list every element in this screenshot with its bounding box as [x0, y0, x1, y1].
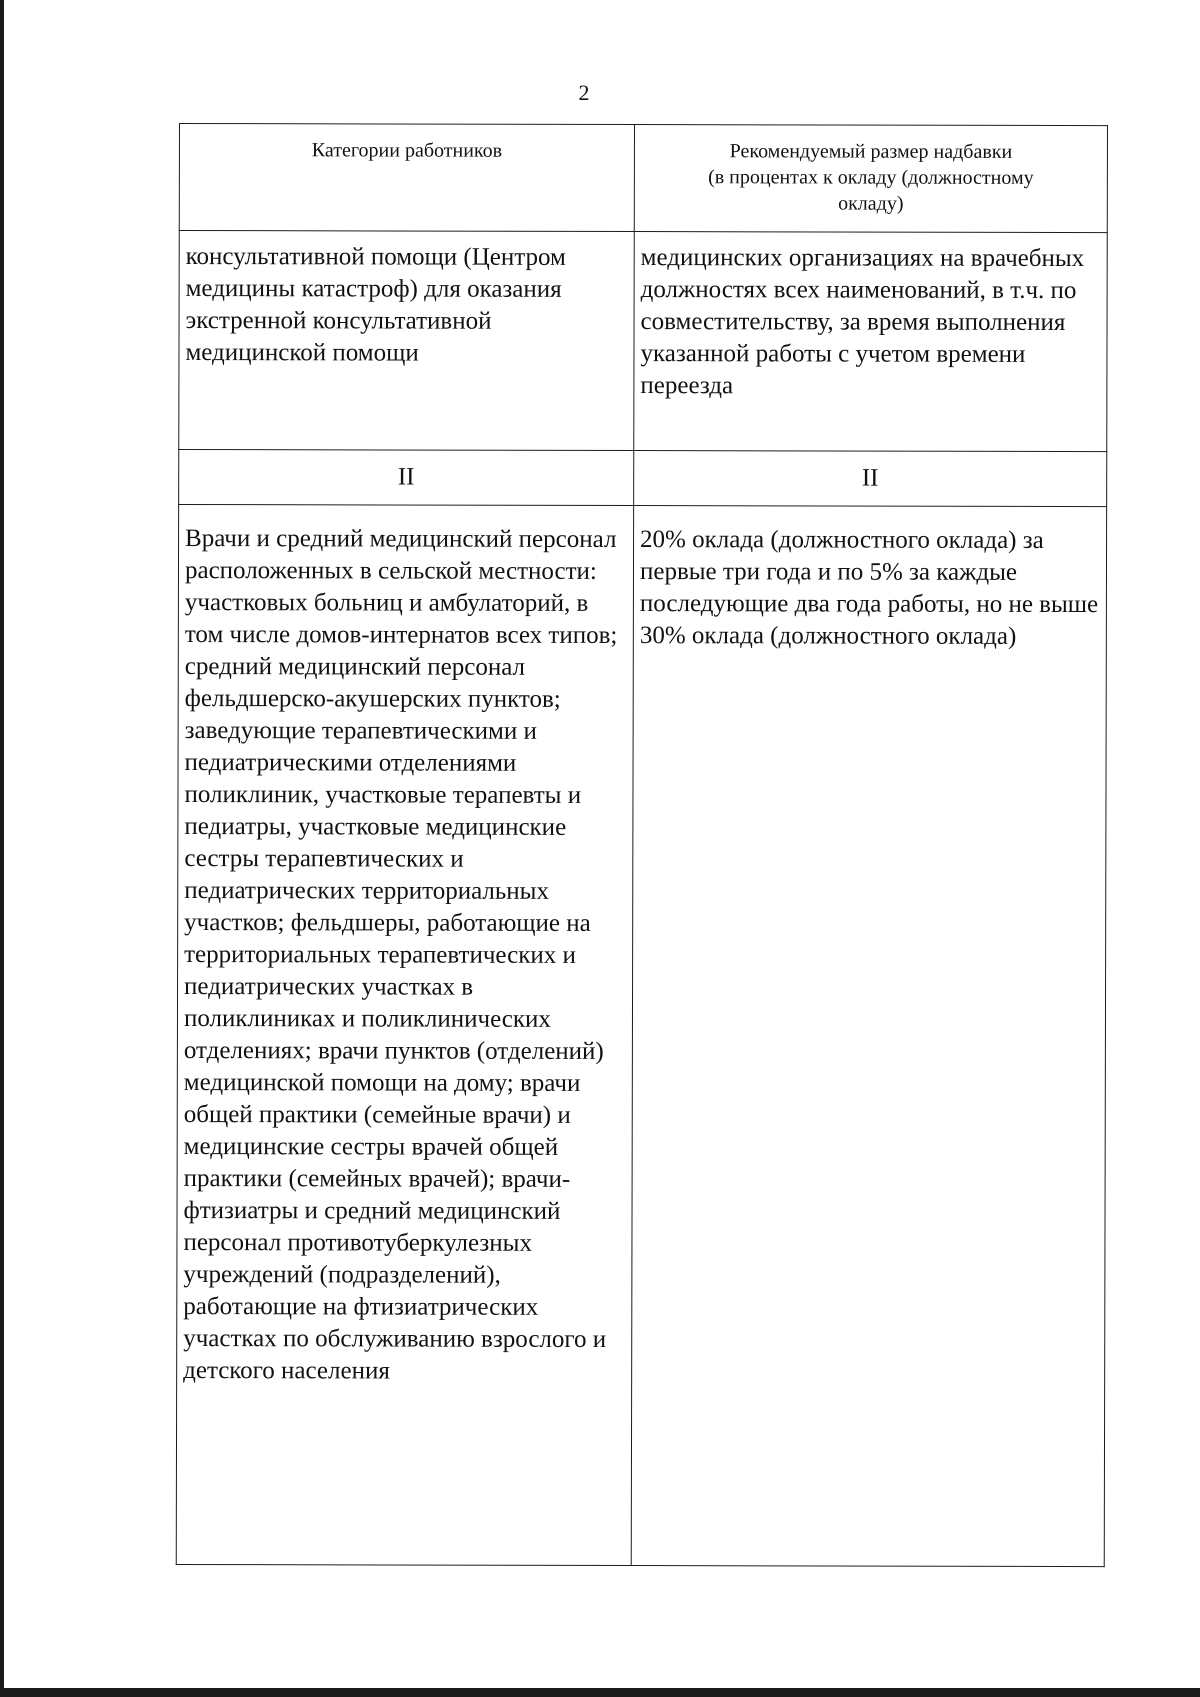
table-row	[176, 505, 1106, 1567]
scan-border-bottom	[0, 1688, 1200, 1697]
scan-border-left	[0, 0, 4, 1697]
table-cell-allowance	[634, 232, 1107, 452]
section-number-left: II	[179, 450, 634, 506]
header-cell-allowance	[634, 125, 1107, 233]
header-categories-text: Категории работников	[311, 139, 503, 162]
table-cell-allowance	[631, 506, 1106, 1567]
section-number-right: II	[634, 451, 1107, 507]
header-allowance-text: Рекомендуемый размер надбавки (в процентах к окладу (должностному окладу)	[708, 140, 1034, 215]
table-row	[179, 231, 1107, 452]
table-row-section-number	[179, 450, 1107, 507]
page-number: 2	[578, 80, 590, 105]
header-cell-categories	[179, 124, 634, 232]
table-cell-category	[179, 231, 634, 451]
category-text: консультативной помощи (Центром медицины катастроф) для оказания экстренной консультативной медицинской помощи	[185, 243, 566, 367]
table-cell-category	[176, 505, 633, 1566]
allowance-table	[176, 123, 1108, 1567]
allowance-text: 20% оклада (должностного оклада) за первые три года и по 5% за каждые последующие два года работы, но не выше 30% оклада (должностного оклада)	[639, 526, 1099, 650]
category-text: Врачи и средний медицинский персонал расположенных в сельской местности: участковых больниц и амбулаторий, в том числе домов-интернатов всех типов; средний медицинский персонал фельдшерско-акушерских пунктов; заведующие терапевтическими и педиатрическими отделениями поликлиник, участковые терапевты и педиатры, участковые медицинские сестры терапевтических и педиатрических территориальных участков; фельдшеры, работающие на территориальных терапевтических и педиатрических участках в поликлиниках и поликлинических отделениях; врачи пунктов (отделений) медицинской помощи на дому; врачи общей практики (семейные врачи) и медицинские сестры врачей общей практики (семейных врачей); врачи-фтизиатры и средний медицинский персонал противотуберкулезных учреждений (подразделений), работающие на фтизиатрических участках по обслуживанию взрослого и детского населения	[183, 525, 618, 1385]
table-header-row	[179, 124, 1107, 233]
allowance-text: медицинских организациях на врачебных должностях всех наименований, в т.ч. по совместительству, за время выполнения указанной работы с учетом времени переезда	[640, 244, 1085, 400]
